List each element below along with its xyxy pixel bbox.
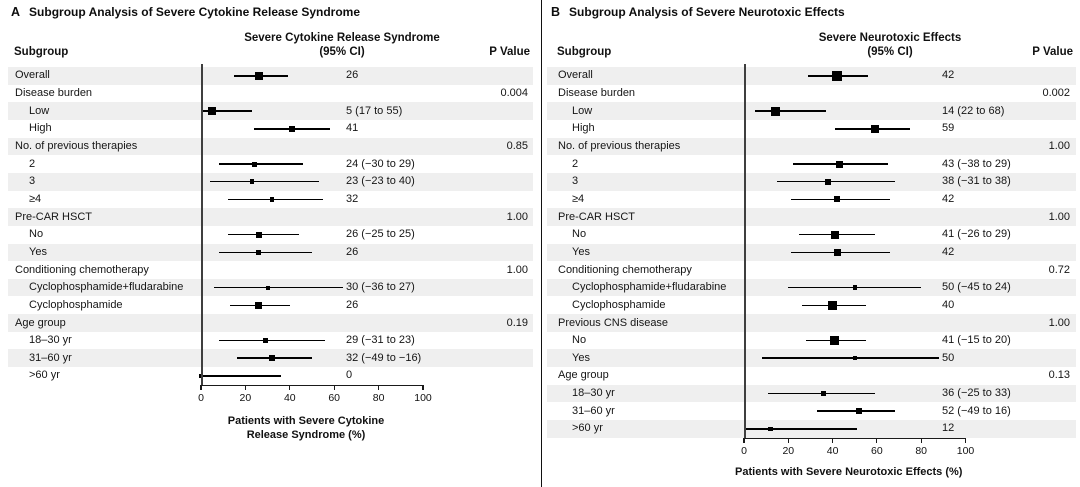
point-estimate-marker	[821, 391, 826, 396]
subgroup-label: >60 yr	[572, 422, 603, 435]
confidence-interval-line	[791, 199, 891, 201]
estimate-value: 26 (−25 to 25)	[346, 228, 415, 241]
point-estimate-marker	[252, 162, 257, 167]
p-value: 1.00	[506, 263, 528, 276]
effect-header-line1: Severe Cytokine Release Syndrome	[244, 32, 440, 44]
subgroup-label: Conditioning chemotherapy	[15, 263, 149, 276]
x-axis-tick	[832, 438, 833, 443]
estimate-value: 42	[942, 192, 955, 205]
x-axis-tick-label: 0	[198, 392, 204, 405]
point-estimate-marker	[832, 71, 842, 81]
subgroup-label: Cyclophosphamide	[29, 298, 123, 311]
panel-a-title	[11, 5, 360, 19]
subgroup-label: ≥4	[572, 192, 585, 205]
subgroup-label: Yes	[572, 351, 590, 364]
point-estimate-marker	[771, 107, 780, 116]
x-axis-title	[228, 415, 385, 442]
x-axis-tick-label: 100	[956, 445, 975, 458]
estimate-value: 30 (−36 to 27)	[346, 281, 415, 294]
estimate-value: 41	[346, 122, 359, 135]
p-value: 0.85	[506, 140, 528, 152]
confidence-interval-line	[777, 181, 894, 183]
effect-header-line2: (95% CI)	[319, 45, 365, 58]
estimate-value: 50	[942, 351, 955, 364]
estimate-value: 42	[942, 69, 955, 82]
confidence-interval-line	[219, 163, 303, 165]
p-value: 0.004	[500, 87, 528, 100]
point-estimate-marker	[828, 301, 837, 310]
panel-divider-line	[541, 0, 542, 487]
subgroup-label: 18–30 yr	[572, 387, 615, 400]
point-estimate-marker	[768, 427, 773, 432]
point-estimate-marker	[263, 338, 268, 343]
x-axis-tick-label: 40	[283, 392, 296, 405]
point-estimate-marker	[853, 285, 858, 290]
estimate-value: 52 (−49 to 16)	[942, 404, 1011, 417]
subgroup-label: Yes	[572, 245, 590, 258]
p-value: 1.00	[1048, 210, 1070, 223]
confidence-interval-line	[210, 181, 319, 183]
estimate-value: 5 (17 to 55)	[346, 104, 403, 117]
p-value: 1.00	[1048, 140, 1070, 152]
point-estimate-marker	[256, 250, 261, 255]
point-estimate-marker	[853, 356, 857, 360]
point-estimate-marker	[208, 107, 216, 115]
point-estimate-marker	[255, 302, 262, 309]
zero-reference-line	[744, 64, 746, 438]
point-estimate-marker	[836, 161, 843, 168]
row-stripe	[8, 102, 533, 120]
x-axis-tick	[876, 438, 877, 443]
confidence-interval-line	[201, 375, 281, 377]
subgroup-label: No	[572, 334, 587, 347]
panel-b-title	[551, 5, 845, 19]
x-axis-title-line: Patients with Severe Cytokine	[227, 415, 385, 428]
confidence-interval-line	[214, 287, 343, 289]
x-axis-tick	[334, 385, 335, 390]
point-estimate-marker	[825, 179, 831, 185]
x-axis-tick	[200, 385, 201, 390]
effect-header-line1: Severe Neurotoxic Effects	[818, 32, 962, 44]
estimate-value: 14 (22 to 68)	[942, 104, 1005, 117]
x-axis-title-line: Release Syndrome (%)	[246, 428, 366, 441]
subgroup-label: 2	[29, 157, 36, 170]
x-axis-tick	[289, 385, 290, 390]
x-axis-tick-label: 0	[741, 445, 747, 458]
panel-letter: B	[551, 5, 561, 19]
subgroup-label: No	[572, 228, 587, 241]
x-axis-title-line: Patients with Severe Neurotoxic Effects (%)	[735, 466, 963, 479]
x-axis-tick-label: 20	[782, 445, 795, 458]
confidence-interval-line	[228, 234, 299, 236]
point-estimate-marker	[830, 336, 839, 345]
p-value: 0.19	[506, 316, 528, 329]
x-axis-tick	[965, 438, 966, 443]
point-estimate-marker	[250, 179, 255, 184]
subgroup-label: Disease burden	[15, 87, 93, 100]
subgroup-label: No. of previous therapies	[558, 140, 681, 152]
point-estimate-marker	[255, 72, 263, 80]
estimate-value: 38 (−31 to 38)	[942, 175, 1011, 188]
panel-title-text: Subgroup Analysis of Severe Neurotoxic Effects	[569, 5, 845, 19]
subgroup-label: Age group	[558, 369, 609, 382]
point-estimate-marker	[289, 126, 295, 132]
x-axis-tick	[788, 438, 789, 443]
column-header-pvalue: P Value	[1032, 46, 1073, 58]
estimate-value: 50 (−45 to 24)	[942, 281, 1011, 294]
estimate-value: 23 (−23 to 40)	[346, 175, 415, 188]
x-axis-tick	[743, 438, 744, 443]
subgroup-label: Low	[29, 104, 50, 117]
estimate-value: 29 (−31 to 23)	[346, 334, 415, 347]
x-axis-tick-label: 60	[871, 445, 883, 458]
subgroup-label: Previous CNS disease	[558, 316, 669, 329]
subgroup-label: 31–60 yr	[572, 404, 615, 417]
subgroup-label: 3	[572, 175, 579, 188]
x-axis-tick	[378, 385, 379, 390]
x-axis-tick-label: 100	[414, 392, 432, 405]
p-value: 0.72	[1048, 263, 1070, 276]
subgroup-label: No	[29, 228, 44, 241]
confidence-interval-line	[228, 199, 323, 201]
estimate-value: 40	[942, 298, 955, 311]
subgroup-label: >60 yr	[29, 369, 60, 382]
estimate-value: 26	[346, 245, 359, 258]
point-estimate-marker	[834, 249, 841, 256]
subgroup-label: Low	[572, 104, 593, 117]
subgroup-label: 2	[572, 157, 579, 170]
p-value: 0.002	[1042, 87, 1070, 100]
estimate-value: 12	[942, 422, 955, 435]
subgroup-label: Pre-CAR HSCT	[15, 210, 93, 223]
column-header-subgroup: Subgroup	[14, 46, 69, 58]
estimate-value: 24 (−30 to 29)	[346, 157, 415, 170]
x-axis-line	[201, 385, 424, 386]
p-value: 1.00	[506, 210, 528, 223]
estimate-value: 59	[942, 122, 955, 135]
panel-b-severe-neurotoxic	[540, 0, 1080, 487]
confidence-interval-line	[744, 428, 857, 430]
panel-title-text: Subgroup Analysis of Severe Cytokine Release Syndrome	[29, 5, 361, 19]
estimate-value: 32 (−49 to −16)	[346, 351, 422, 364]
x-axis-title	[735, 466, 962, 480]
subgroup-label: No. of previous therapies	[15, 140, 138, 152]
confidence-interval-line	[219, 340, 326, 342]
estimate-value: 26	[346, 69, 359, 82]
subgroup-label: Cyclophosphamide+fludarabine	[572, 281, 727, 294]
x-axis-tick	[921, 438, 922, 443]
x-axis-tick-label: 80	[915, 445, 928, 458]
x-axis-tick-label: 20	[239, 392, 252, 405]
subgroup-label: Conditioning chemotherapy	[558, 263, 692, 276]
estimate-value: 41 (−15 to 20)	[942, 334, 1011, 347]
point-estimate-marker	[266, 286, 270, 290]
point-estimate-marker	[269, 355, 275, 361]
x-axis-tick	[245, 385, 246, 390]
panel-letter: A	[11, 5, 21, 19]
effect-header-line2: (95% CI)	[867, 45, 913, 58]
subgroup-label: Age group	[15, 316, 66, 329]
estimate-value: 43 (−38 to 29)	[942, 157, 1011, 170]
column-header-subgroup: Subgroup	[557, 46, 612, 58]
point-estimate-marker	[871, 125, 879, 133]
subgroup-label: Cyclophosphamide	[572, 298, 666, 311]
zero-reference-line	[201, 64, 203, 385]
subgroup-label: Overall	[558, 69, 593, 82]
subgroup-label: ≥4	[29, 192, 42, 205]
x-axis-tick	[422, 385, 423, 390]
x-axis-line	[744, 438, 967, 439]
subgroup-label: Overall	[15, 69, 50, 82]
point-estimate-marker	[834, 196, 840, 202]
estimate-value: 32	[346, 192, 359, 205]
x-axis-tick-label: 40	[826, 445, 839, 458]
point-estimate-marker	[831, 231, 839, 239]
point-estimate-marker	[856, 408, 863, 415]
estimate-value: 36 (−25 to 33)	[942, 387, 1011, 400]
subgroup-label: Yes	[29, 245, 47, 258]
confidence-interval-line	[755, 110, 826, 112]
subgroup-label: Pre-CAR HSCT	[558, 210, 636, 223]
subgroup-label: Disease burden	[558, 87, 636, 100]
subgroup-label: 31–60 yr	[29, 351, 72, 364]
estimate-value: 42	[942, 245, 955, 258]
subgroup-label: High	[29, 122, 52, 135]
subgroup-label: Cyclophosphamide+fludarabine	[29, 281, 184, 294]
subgroup-label: 18–30 yr	[29, 334, 72, 347]
column-header-pvalue: P Value	[489, 46, 530, 58]
confidence-interval-line	[219, 252, 312, 254]
p-value: 0.13	[1048, 369, 1070, 382]
p-value: 1.00	[1048, 316, 1070, 329]
point-estimate-marker	[256, 232, 262, 238]
subgroup-label: 3	[29, 175, 36, 188]
subgroup-label: High	[572, 122, 595, 135]
estimate-value: 0	[346, 369, 353, 382]
point-estimate-marker	[270, 197, 275, 202]
estimate-value: 41 (−26 to 29)	[942, 228, 1011, 241]
estimate-value: 26	[346, 298, 359, 311]
x-axis-tick-label: 80	[372, 392, 385, 405]
confidence-interval-line	[762, 357, 939, 359]
x-axis-tick-label: 60	[328, 392, 341, 405]
